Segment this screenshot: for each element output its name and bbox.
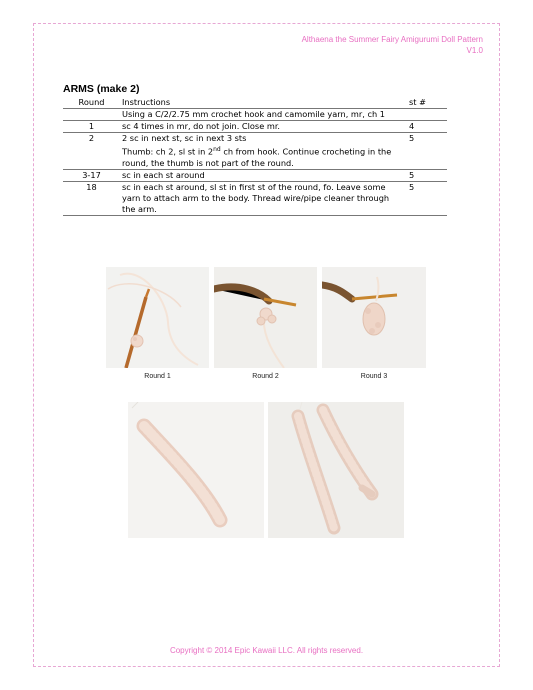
row-round: 18 (63, 181, 120, 215)
row-instructions (120, 133, 405, 170)
table-row (63, 121, 447, 133)
caption-round-3: Round 3 (360, 373, 388, 380)
photo-two-arms (268, 402, 404, 538)
header-instructions: Instructions (120, 97, 405, 109)
thumb-text-start: Thumb: ch 2, sl st in 2 (122, 146, 214, 157)
row-round (63, 109, 120, 121)
header-st: st # (405, 97, 447, 109)
photo-round-2 (214, 267, 317, 368)
table-row (63, 109, 447, 121)
row-instructions: sc in each st around (120, 169, 405, 181)
row-instructions: sc 4 times in mr, do not join. Close mr. (120, 121, 405, 133)
header-round: Round (63, 97, 120, 109)
thumb-text-end: ch from hook. Continue crocheting in the round, the thumb is not part of the round. (122, 146, 392, 168)
photo-finished-arm (128, 402, 264, 538)
row-st (405, 109, 447, 121)
page-footer: Copyright © 2014 Epic Kawaii LLC. All rights reserved. (169, 646, 364, 655)
instructions-table (63, 97, 447, 216)
header-title: Althaena the Summer Fairy Amigurumi Doll Pattern (301, 35, 483, 44)
row-st: 4 (405, 121, 447, 133)
row-round: 3-17 (63, 169, 120, 181)
photo-round-1 (106, 267, 209, 368)
row-st: 5 (405, 181, 447, 215)
caption-round-2: Round 2 (252, 373, 279, 380)
table-header-row (63, 97, 447, 109)
page-header (302, 34, 483, 56)
row-instructions: sc in each st around, sl st in first st of the round, fo. Leave some yarn to attach arm to the body. Thread wire/pipe cleaner through the arm. (120, 181, 405, 215)
row-instructions-main: 2 sc in next st, sc in next 3 sts (122, 133, 247, 143)
row-st: 5 (405, 169, 447, 181)
header-version: V1.0 (466, 46, 483, 55)
photo-round-3 (322, 267, 426, 368)
row-instructions-thumb (122, 144, 403, 169)
row-instructions: Using a C/2/2.75 mm crochet hook and camomile yarn, mr, ch 1 (120, 109, 405, 121)
row-round: 2 (63, 133, 120, 170)
row-st: 5 (405, 133, 447, 170)
thumb-superscript: nd (213, 146, 221, 153)
table-row (63, 169, 447, 181)
section-title: ARMS (make 2) (63, 83, 140, 95)
table-row (63, 181, 447, 215)
row-round: 1 (63, 121, 120, 133)
caption-round-1: Round 1 (144, 373, 171, 380)
table-row (63, 133, 447, 170)
